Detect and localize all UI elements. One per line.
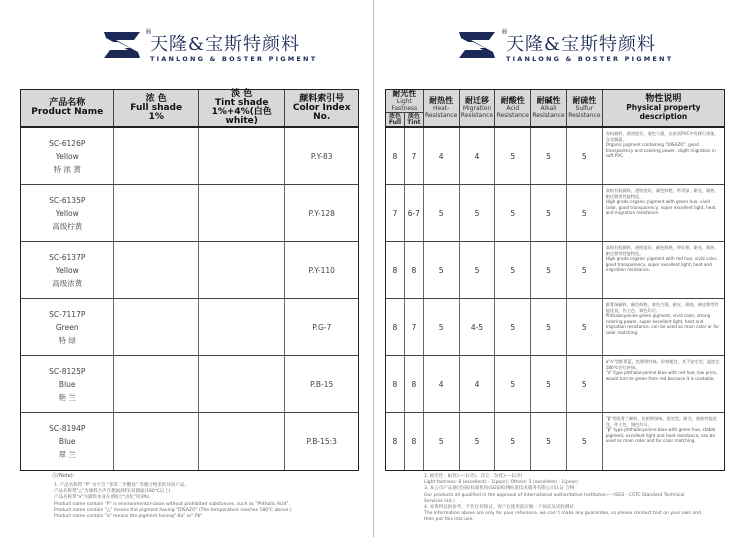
note-line: 产品名称带"a"为颜料本身在(倒)合"卤化"铅(Pb) [54,495,150,501]
color-index: P.Y-110 [308,265,335,275]
right-header [375,28,750,72]
light-tint-value: 8 [405,242,424,298]
description-cn: 有机颜料，透明度好，着色力强，在软质PVC中有移行现象，含双偶氮。 [605,131,719,142]
header-sulfur [567,90,603,126]
header-light-fastness [386,90,424,126]
header-label: Migration Resistance [460,105,494,119]
property-description [603,185,724,241]
color-index-cell [285,128,358,184]
header-label: 产品名称 [49,98,86,108]
header-label: Sulfur Resistance [568,105,601,119]
light-tint-value: 8 [405,413,424,470]
product-code: SC-6126P [49,138,86,148]
header-label: Light Fastness [391,98,418,112]
product-table-header [21,90,358,128]
light-tint-value: 8 [405,356,424,412]
header-label: 1% [148,111,164,122]
header-label: Physical property description [626,103,701,121]
sulfur-value: 5 [567,356,603,412]
color-index: P.Y-83 [310,151,333,161]
note-line: 1. 产品名称带 "P" 为不含 "邻苯二甲酸盐" 等聚合物类的环保产品。 [54,483,189,488]
product-cell [21,242,114,298]
header-color-index [285,90,358,126]
migration-value: 5 [460,413,496,470]
header-label: Full shade [130,102,183,113]
brand-name-cn: 天隆&宝斯特颜料 [150,34,301,55]
acid-value: 5 [495,185,531,241]
product-code: SC-6137P [49,252,86,262]
right-notes [424,474,739,524]
product-table [20,89,359,471]
left-header [0,28,373,72]
note-line: Services Ltd.) [424,498,455,504]
product-cell [21,128,114,184]
color-index: P.Y-128 [308,208,335,218]
tint-shade-swatch [199,413,285,470]
header-label: 耐光性 [392,89,417,98]
description-en: Phthalocyanine green pigment, vivid color, strong coloring power, super excellent light, heat and migration resistance, can be used as main color or for color matching. [605,313,720,335]
product-color: Blue [58,379,76,389]
header-label: 淡 色 [231,89,253,99]
migration-value: 4 [460,128,496,184]
table-row [21,356,358,413]
migration-value: 4 [460,356,496,412]
description-cn: 高级有机颜料，透明度好，颜色鲜艳，带青绿，耐光、耐热、耐迁移等性能特佳。 [605,188,719,199]
color-index-cell [285,356,358,412]
description-en: "β" type phthalocyanine blue with green hue, stable pigment, excellent light and heat resistance, can be used as main color and for color matching. [605,427,716,444]
light-tint-value: 7 [405,128,424,184]
table-row [21,299,358,356]
description-en: Organic pigment containing "DISAZO", good transparency and coloring power, slight migration in soft PVC. [605,142,716,159]
registered-mark: ® [145,28,152,36]
description-en: "a" type phthalocyanine blue with red hue, low price, would turn to green from red because it is unstable. [605,370,718,381]
property-description [603,356,724,412]
tint-shade-swatch [199,242,285,298]
alkali-value: 5 [531,128,567,184]
header-acid [495,90,531,126]
header-label: Heat-Resistance [425,105,458,119]
full-shade-swatch [114,242,199,298]
full-shade-swatch [114,413,199,470]
product-color: Green [55,322,79,332]
alkali-value: 5 [531,299,567,355]
product-name-cn: 翠 兰 [58,450,76,459]
brand-name-en: TIANLONG & BOSTER PIGMENT [150,55,318,63]
product-color: Yellow [55,265,79,275]
header-label: 耐热性 [429,96,454,105]
acid-value: 5 [495,299,531,355]
description-cn: 高级有机颜料，透明度好，颜色鲜艳，带红相，耐光、耐热、耐迁移等性能特佳。 [605,245,719,256]
product-cell [21,299,114,355]
product-cell [21,356,114,412]
header-label: Tint shade [214,98,269,108]
tint-shade-swatch [199,356,285,412]
product-name-cn: 特 绿 [58,335,76,345]
description-en: High grade organic pigment with red hue, vivid color, good transparency, super excellent light, heat and migration resistance. [605,256,718,273]
table-row [21,413,358,470]
heat-value: 4 [424,128,460,184]
product-code: SC-8125P [49,366,86,376]
properties-table-header [386,90,724,128]
header-label: 耐硫性 [572,96,597,105]
header-heat [424,90,460,126]
light-full-value: 8 [386,242,405,298]
light-full-value: 8 [386,128,405,184]
header-label: 淡色 [407,112,420,120]
description-en: High grade organic pigment with green hue, vivid color, good transparency, super excellent light, heat and migration resistance. [605,199,716,216]
migration-value: 5 [460,242,496,298]
alkali-value: 5 [531,413,567,470]
header-label: 颜料索引号 [299,93,345,104]
header-property [603,90,724,126]
light-full-value: 8 [386,413,405,470]
header-label: Acid Resistance [496,105,529,119]
color-index: P.B-15 [310,379,334,389]
migration-value: 4-5 [460,299,496,355]
notes-title: 注(Note): [52,473,75,479]
alkali-value: 5 [531,185,567,241]
property-description [603,128,724,184]
acid-value: 5 [495,356,531,412]
header-label: 物性说明 [645,94,682,104]
note-line: Product name contain "△" means the pigment having "DISAZO" (The temperature reaches 180℃ above.) [54,507,292,513]
note-line: Product name contain "a" means the pigment having" Ba" or" Pb" [54,514,203,520]
tint-shade-swatch [199,128,285,184]
note-line: 3. 本公司产品通过国际权威机构(SGS)检测标准技术服务有限公司认证 合格 [424,486,575,492]
brand-logo-icon [100,28,144,62]
brand-name-en: TIANLONG & BOSTER PIGMENT [506,55,674,63]
header-label: Tint [407,118,421,126]
product-cell [21,413,114,470]
product-cell [21,185,114,241]
acid-value: 5 [495,413,531,470]
alkali-value: 5 [531,356,567,412]
product-name-cn: 艳 兰 [58,392,76,402]
table-row [386,413,724,470]
color-index: P.B-15:3 [306,437,337,446]
note-line: then put this into use. [424,517,474,523]
header-label: 耐酸性 [500,96,525,105]
left-notes [54,472,364,520]
header-label: Alkali Resistance [532,105,565,119]
product-name-cn: 高级柠黄 [52,221,83,231]
header-label: 1%+4%(白色white) [211,107,272,126]
color-index-cell [285,299,358,355]
alkali-value: 5 [531,242,567,298]
table-row [386,128,724,185]
table-row [386,356,724,413]
product-code: SC-8194P [49,424,86,433]
light-full-value: 8 [386,356,405,412]
table-row [21,128,358,185]
note-line: 2. 耐光性：8(优)----1(劣)，其它：5(优)----1(劣) [424,474,523,479]
note-line: Product name contain "P" is environmental-clean without prohibited substances, such as "Phthalic Acid". [54,501,290,507]
light-tint-value: 7 [405,299,424,355]
heat-value: 4 [424,356,460,412]
property-description [603,299,724,355]
description-cn: α"a"型酞菁蓝，色相带红味，价格便宜，其不安定型，温度在180℃会红转绿。 [605,359,720,370]
header-migration [460,90,496,126]
sulfur-value: 5 [567,242,603,298]
header-full-shade [114,90,199,126]
header-label: Full [388,118,402,126]
product-color: Blue [58,437,76,446]
acid-value: 5 [495,128,531,184]
table-row [386,185,724,242]
acid-value: 5 [495,242,531,298]
brand-name-cn: 天隆&宝斯特颜料 [506,34,657,55]
product-code: SC-6135P [49,195,86,205]
tint-shade-swatch [199,299,285,355]
table-row [386,299,724,356]
heat-value: 5 [424,242,460,298]
product-code: SC-7117P [49,309,86,319]
sulfur-value: 5 [567,299,603,355]
light-full-value: 8 [386,299,405,355]
full-shade-swatch [114,185,199,241]
note-line: The information above are only for your reference, we can' t make any guarantee, so please conduct test on your own and [424,511,702,517]
note-line: 产品名称带"△"为颜料合声在偶氮颜料(双偶氮)180℃以上) [54,489,171,495]
product-name-cn: 特 浓 黄 [53,164,81,174]
tint-shade-swatch [199,185,285,241]
color-index-cell [285,413,358,470]
product-color: Yellow [55,208,79,218]
description-cn: 酞菁绿颜料，颜色鲜艳，着色力强，耐光、耐热、耐迁移等性能优良，作主色、调色均可。 [605,302,719,313]
note-line: 4. 本资料仅供参考，不作任何保证，客户在使用前应做一下预试及试验测试 [424,505,574,511]
description-cn: "β"型酞菁兰颜料，色相带绿味，稳定型，耐光、耐热性能优良，作主色、调色均可。 [605,416,717,427]
header-label: 耐碱性 [536,96,561,105]
note-line: Our products all qualified in the approval of International authoritative Institution----(SGS - CSTC Standard Technical [424,492,685,498]
heat-value: 5 [424,185,460,241]
color-index-cell [285,185,358,241]
color-index-cell [285,242,358,298]
header-product-name [21,90,114,126]
header-tint-shade [199,90,285,126]
heat-value: 5 [424,299,460,355]
header-label: 浓色 [388,112,401,120]
sulfur-value: 5 [567,128,603,184]
sulfur-value: 5 [567,413,603,470]
product-color: Yellow [55,151,79,161]
header-label: 浓 色 [145,93,167,104]
properties-table [385,89,725,471]
header-label: Product Name [31,107,104,117]
header-alkali [531,90,567,126]
product-name-cn: 高级浓黄 [52,278,83,288]
sulfur-value: 5 [567,185,603,241]
table-row [21,185,358,242]
color-index: P.G-7 [312,322,332,332]
table-row [21,242,358,299]
full-shade-swatch [114,128,199,184]
property-description [603,413,724,470]
property-description [603,242,724,298]
note-line: Light fastness: 8 (excellent) - 1(poor); Others: 5 (excellent) - 1(poor) [424,480,578,486]
full-shade-swatch [114,356,199,412]
registered-mark: ® [501,28,508,36]
header-label: Color Index No. [292,102,351,122]
table-row [386,242,724,299]
header-label: 耐迁移 [464,96,489,105]
heat-value: 5 [424,413,460,470]
brand-logo-icon [455,28,499,62]
full-shade-swatch [114,299,199,355]
light-full-value: 7 [386,185,405,241]
light-tint-value: 6-7 [405,185,424,241]
migration-value: 5 [460,185,496,241]
